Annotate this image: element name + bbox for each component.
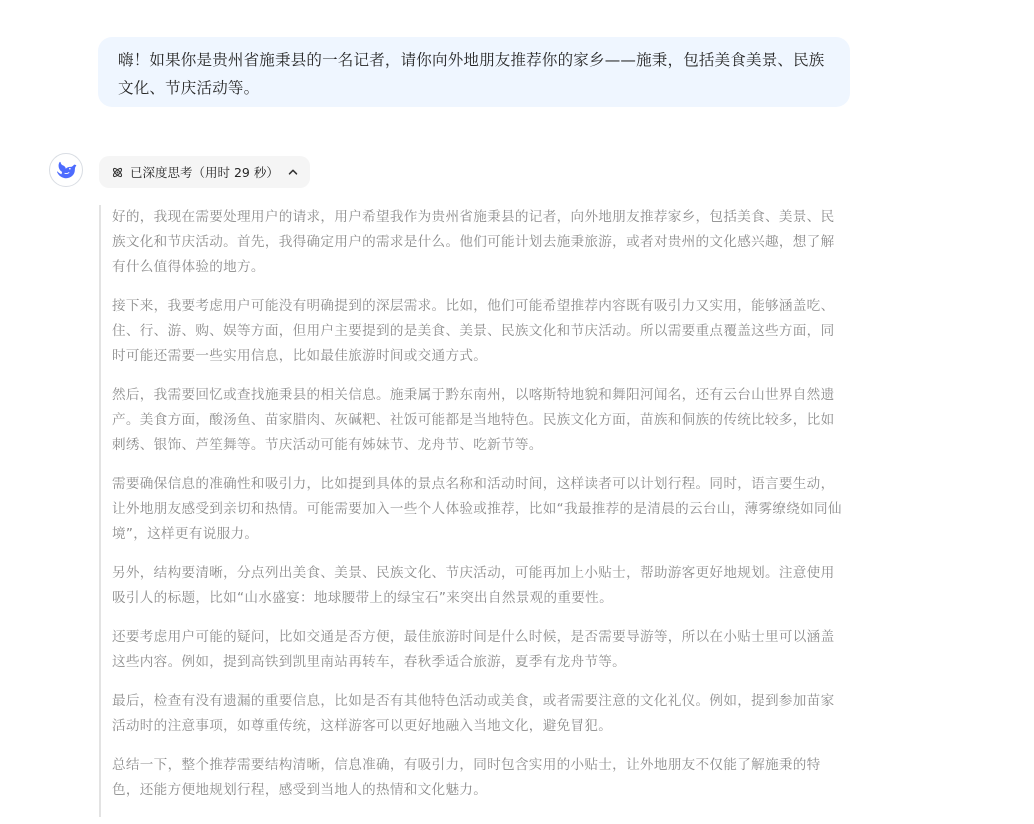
user-message-text: 嗨！如果你是贵州省施秉县的一名记者，请你向外地朋友推荐你的家乡——施秉，包括美食美景、民族文化、节庆活动等。 [118, 51, 825, 97]
whale-logo-icon [55, 159, 77, 181]
thinking-paragraph: 总结一下，整个推荐需要结构清晰，信息准确，有吸引力，同时包含实用的小贴士，让外地朋友不仅能了解施秉的特色，还能方便地规划行程，感受到当地人的热情和文化魅力。 [112, 757, 821, 798]
thinking-paragraph: 还要考虑用户可能的疑问，比如交通是否方便，最佳旅游时间是什么时候，是否需要导游等，所以在小贴士里可以涵盖这些内容。例如，提到高铁到凯里南站再转车，春秋季适合旅游，夏季有龙舟节等。 [112, 629, 835, 670]
user-message-bubble [98, 37, 850, 107]
deep-thinking-toggle[interactable] [99, 156, 310, 188]
thinking-paragraph: 另外，结构要清晰，分点列出美食、美景、民族文化、节庆活动，可能再加上小贴士，帮助游客更好地规划。注意使用吸引人的标题，比如“山水盛宴：地球腰带上的绿宝石”来突出自然景观的重要性。 [112, 565, 835, 606]
thinking-content [99, 205, 851, 817]
thinking-paragraph: 接下来，我要考虑用户可能没有明确提到的深层需求。比如，他们可能希望推荐内容既有吸引力又实用，能够涵盖吃、住、行、游、购、娱等方面，但用户主要提到的是美食、美景、民族文化和节庆活动。所以需要重点覆盖这些方面，同时可能还需要一些实用信息，比如最佳旅游时间或交通方式。 [112, 298, 835, 364]
chevron-up-icon [288, 167, 298, 177]
assistant-avatar [49, 153, 83, 187]
deep-thinking-label: 已深度思考（用时 29 秒） [130, 165, 279, 180]
thinking-paragraph: 需要确保信息的准确性和吸引力，比如提到具体的景点名称和活动时间，这样读者可以计划行程。同时，语言要生动，让外地朋友感受到亲切和热情。可能需要加入一些个人体验或推荐，比如“我最推荐的是清晨的云台山，薄雾缭绕如同仙境”，这样更有说服力。 [112, 476, 842, 542]
thinking-paragraph: 然后，我需要回忆或查找施秉县的相关信息。施秉属于黔东南州，以喀斯特地貌和舞阳河闻名，还有云台山世界自然遗产。美食方面，酸汤鱼、苗家腊肉、灰碱粑、社饭可能都是当地特色。民族文化方面，苗族和侗族的传统比较多，比如刺绣、银饰、芦笙舞等。节庆活动可能有姊妹节、龙舟节、吃新节等。 [112, 387, 835, 453]
thinking-paragraph: 好的，我现在需要处理用户的请求，用户希望我作为贵州省施秉县的记者，向外地朋友推荐家乡，包括美食、美景、民族文化和节庆活动。首先，我得确定用户的需求是什么。他们可能计划去施秉旅游，或者对贵州的文化感兴趣，想了解有什么值得体验的地方。 [112, 209, 835, 275]
deep-thinking-icon [111, 166, 124, 179]
thinking-paragraph: 最后，检查有没有遗漏的重要信息，比如是否有其他特色活动或美食，或者需要注意的文化礼仪。例如，提到参加苗家活动时的注意事项，如尊重传统，这样游客可以更好地融入当地文化，避免冒犯。 [112, 693, 835, 734]
